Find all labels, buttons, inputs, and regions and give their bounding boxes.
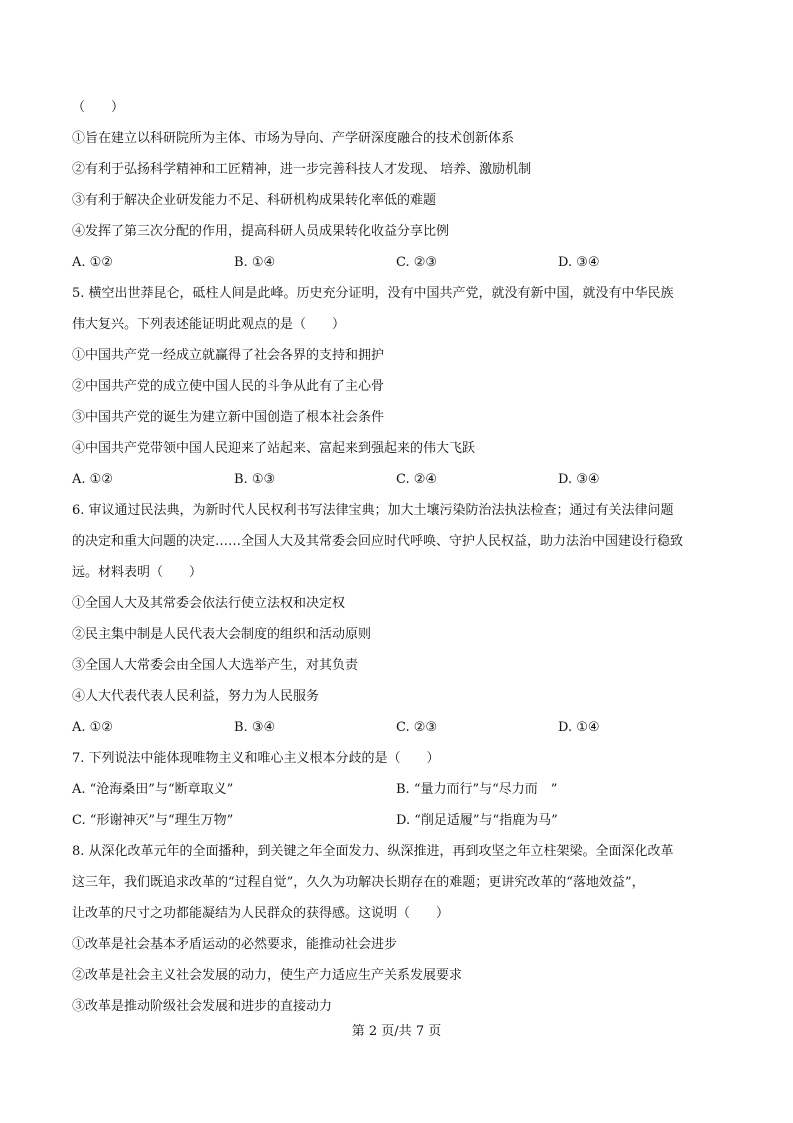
q6-stem-line-2: 的决定和重大问题的决定……全国人大及其常委会回应时代呼唤、守护人民权益，助力法治中国建设行稳致 — [72, 534, 684, 549]
q6-option-d: D. ①④ — [558, 720, 600, 735]
q4-option-d: D. ③④ — [558, 255, 600, 270]
q6-option-c: C. ②③ — [396, 720, 438, 735]
q8-stem-line-1: 8. 从深化改革元年的全面播种，到关键之年全面发力、纵深推进，再到攻坚之年立柱架梁。全面深化改革 — [72, 844, 674, 859]
q5-item-2: ②中国共产党的成立使中国人民的斗争从此有了主心骨 — [72, 379, 385, 394]
q5-option-c: C. ②④ — [396, 472, 438, 487]
q7-option-d: D. “削足适履”与“指鹿为马” — [396, 813, 558, 828]
q4-item-3: ③有利于解决企业研发能力不足、科研机构成果转化率低的难题 — [72, 193, 437, 208]
q6-stem-line-3: 远。材料表明（ ） — [72, 565, 203, 580]
q6-item-1: ①全国人大及其常委会依法行使立法权和决定权 — [72, 596, 346, 611]
q4-option-a: A. ①② — [72, 255, 113, 270]
q6-item-2: ②民主集中制是人民代表大会制度的组织和活动原则 — [72, 627, 372, 642]
q4-item-4: ④发挥了第三次分配的作用，提高科研人员成果转化收益分享比例 — [72, 224, 450, 239]
q4-option-b: B. ①④ — [234, 255, 276, 270]
q8-stem-line-3: 让改革的尺寸之功都能凝结为人民群众的获得感。这说明（ ） — [72, 906, 450, 921]
page-content — [72, 92, 722, 1022]
q8-item-2: ②改革是社会主义社会发展的动力，使生产力适应生产关系发展要求 — [72, 968, 463, 983]
q5-stem-line-1: 5. 横空出世莽昆仑，砥柱人间是此峰。历史充分证明，没有中国共产党，就没有新中国，就没有中华民族 — [72, 286, 674, 301]
q5-item-4: ④中国共产党带领中国人民迎来了站起来、富起来到强起来的伟大飞跃 — [72, 441, 476, 456]
page-number-footer: 第 2 页/共 7 页 — [351, 1024, 442, 1039]
q6-stem-line-1: 6. 审议通过民法典，为新时代人民权利书写法律宝典；加大土壤污染防治法执法检查；通过有关法律问题 — [72, 503, 674, 518]
q8-stem-line-2: 这三年，我们既追求改革的“过程自觉”，久久为功解决长期存在的难题；更讲究改革的“落地效益”， — [72, 875, 645, 890]
q4-options — [72, 247, 722, 278]
q5-option-d: D. ③④ — [558, 472, 600, 487]
q7-option-c: C. “形谢神灭”与“理生万物” — [72, 813, 234, 828]
q5-item-3: ③中国共产党的诞生为建立新中国创造了根本社会条件 — [72, 410, 385, 425]
q5-stem-line-2: 伟大复兴。下列表述能证明此观点的是（ ） — [72, 317, 346, 332]
q6-item-4: ④人大代表代表人民利益，努力为人民服务 — [72, 689, 320, 704]
q7-options-row-2 — [72, 805, 722, 836]
q8-item-3: ③改革是推动阶级社会发展和进步的直接动力 — [72, 999, 333, 1014]
q5-options — [72, 464, 722, 495]
q4-stem-tail: （ ） — [72, 100, 125, 115]
q6-options — [72, 712, 722, 743]
q4-item-2: ②有利于弘扬科学精神和工匠精神，进一步完善科技人才发现、 培养、激励机制 — [72, 162, 532, 177]
q5-option-b: B. ①③ — [234, 472, 276, 487]
q7-options-row-1 — [72, 774, 722, 805]
q6-option-a: A. ①② — [72, 720, 113, 735]
q4-item-1: ①旨在建立以科研院所为主体、市场为导向、产学研深度融合的技术创新体系 — [72, 131, 515, 146]
q8-item-1: ①改革是社会基本矛盾运动的必然要求，能推动社会进步 — [72, 937, 398, 952]
q4-option-c: C. ②③ — [396, 255, 438, 270]
q6-item-3: ③全国人大常委会由全国人大选举产生，对其负责 — [72, 658, 359, 673]
q7-option-a: A. “沧海桑田”与“断章取义” — [72, 782, 234, 797]
q5-option-a: A. ①② — [72, 472, 113, 487]
q7-option-b: B. “量力而行”与“尽力而 ” — [396, 782, 558, 797]
q7-stem: 7. 下列说法中能体现唯物主义和唯心主义根本分歧的是（ ） — [72, 751, 440, 766]
q5-item-1: ①中国共产党一经成立就赢得了社会各界的支持和拥护 — [72, 348, 385, 363]
q6-option-b: B. ③④ — [234, 720, 276, 735]
